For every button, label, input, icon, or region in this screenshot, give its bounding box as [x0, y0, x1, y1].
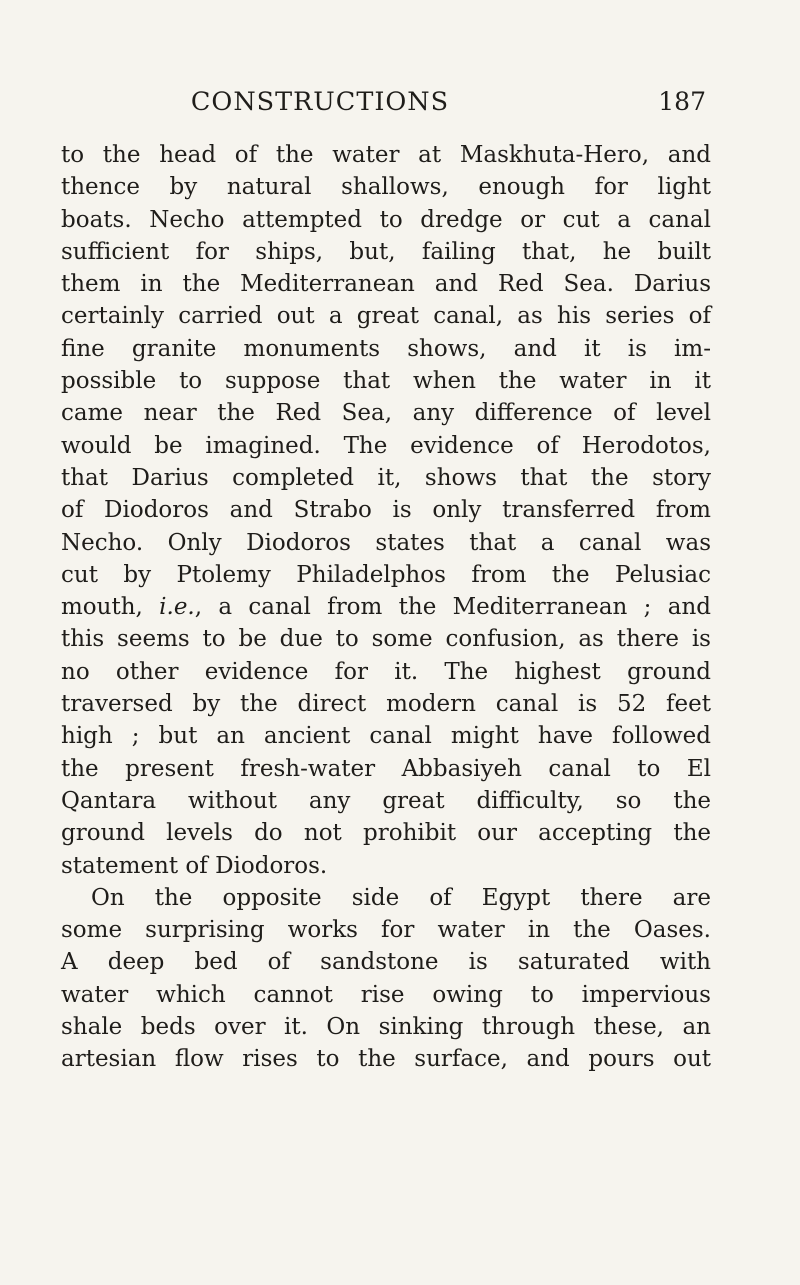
text-line: to the head of the water at Maskhuta-Hero, and [61, 142, 711, 168]
text-line: them in the Mediterranean and Red Sea. Darius [61, 271, 711, 298]
text-line: thence by natural shallows, enough for light [61, 174, 711, 201]
page-number: 187 [658, 87, 706, 116]
text-line-with-italic [61, 591, 711, 623]
text-line: A deep bed of sandstone is saturated with [61, 949, 711, 976]
paragraph-start-line: On the opposite side of Egypt there are [91, 884, 711, 911]
text-line: boats. Necho attempted to dredge or cut a canal [61, 206, 711, 233]
text-line: possible to suppose that when the water in it [61, 368, 711, 395]
running-title: CONSTRUCTIONS [190, 87, 450, 117]
text-line: Qantara without any great difficulty, so the [61, 787, 711, 814]
text-line: fine granite monuments shows, and it is im- [61, 335, 711, 362]
paragraph-end-line: statement of Diodoros. [61, 852, 328, 879]
text-line: high ; but an ancient canal might have followed [61, 723, 711, 750]
text-line: traversed by the direct modern canal is 52 feet [61, 691, 711, 718]
text-line: came near the Red Sea, any difference of level [61, 400, 711, 427]
text-line: some surprising works for water in the Oases. [61, 917, 711, 944]
body-text [61, 139, 711, 1076]
text-line: would be imagined. The evidence of Herodotos, [61, 432, 711, 459]
text-line: shale beds over it. On sinking through these, an [61, 1014, 711, 1041]
text-line: water which cannot rise owing to impervious [61, 981, 711, 1008]
text-line: Necho. Only Diodoros states that a canal was [61, 529, 711, 556]
text-line: this seems to be due to some confusion, as there is [61, 626, 711, 653]
text-line: certainly carried out a great canal, as his series of [61, 303, 711, 330]
text-line: of Diodoros and Strabo is only transferred from [61, 497, 711, 524]
italic-abbreviation: i.e. [159, 594, 195, 621]
text-line: sufficient for ships, but, failing that, he built [61, 238, 711, 265]
text-line: artesian flow rises to the surface, and pours out [61, 1046, 711, 1073]
text-segment: , a canal from the Mediterranean ; and [194, 594, 711, 621]
text-segment: mouth, [61, 594, 160, 621]
text-line: ground levels do not prohibit our accepting the [61, 820, 711, 847]
text-line: that Darius completed it, shows that the story [61, 464, 711, 491]
running-head [60, 87, 720, 127]
text-line: no other evidence for it. The highest ground [61, 658, 711, 685]
text-line: the present fresh-water Abbasiyeh canal to El [61, 755, 711, 782]
text-line: cut by Ptolemy Philadelphos from the Pelusiac [61, 561, 711, 588]
